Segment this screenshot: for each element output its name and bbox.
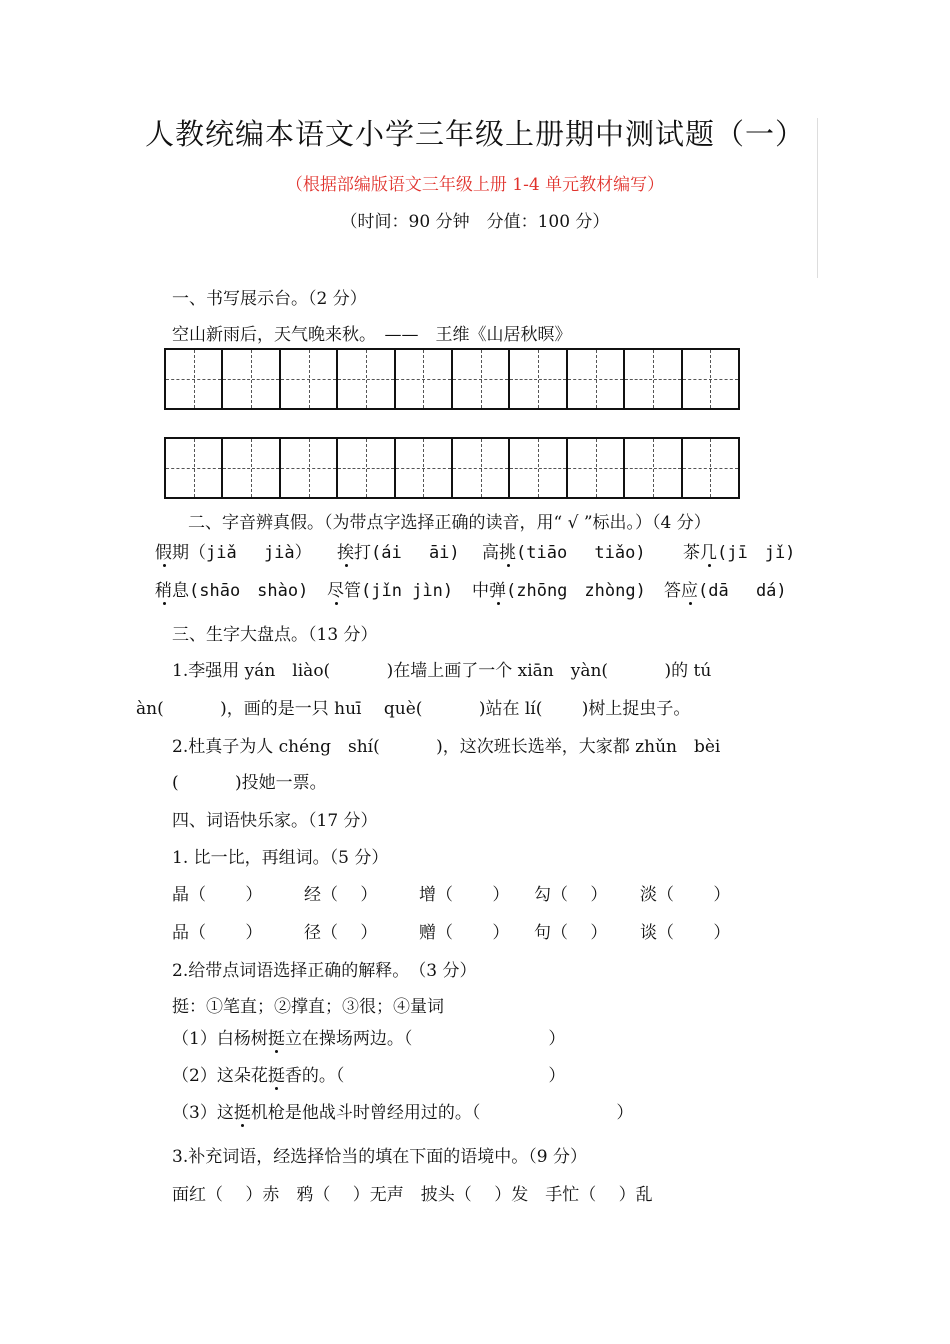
section1-heading: 一、书写展示台。（2 分） bbox=[172, 289, 367, 309]
fill-line[interactable]: 2.杜真子为人 chéng shí( )，这次班长选举，大家都 zhǔn bèi bbox=[172, 737, 721, 757]
section3-heading: 三、生字大盘点。（13 分） bbox=[172, 625, 378, 645]
meaning-item[interactable]: （1）白杨树挺立在操场两边。（ ） bbox=[172, 1024, 565, 1049]
question-2: 2.给带点词语选择正确的解释。 （3 分） bbox=[172, 961, 477, 981]
fill-line[interactable]: àn( )，画的是一只 huī què( )站在 lí( )树上捉虫子。 bbox=[136, 699, 691, 719]
page-title: 人教统编本语文小学三年级上册期中测试题（一） bbox=[144, 117, 805, 151]
pinyin-item[interactable]: 假期（jiǎ jià） bbox=[155, 538, 312, 563]
section2-heading: 二、字音辨真假。（为带点字选择正确的读音，用“ √ ”标出。）（4 分） bbox=[188, 513, 711, 533]
compare-item[interactable]: 晶（ ） bbox=[172, 885, 263, 905]
question-2-options: 挺：①笔直；②撑直；③很；④量词 bbox=[172, 997, 444, 1017]
compare-item[interactable]: 品（ ） bbox=[172, 923, 263, 943]
compare-item[interactable]: 经（ ） bbox=[304, 885, 378, 905]
compare-item[interactable]: 淡（ ） bbox=[640, 885, 731, 905]
pinyin-item[interactable]: 高挑(tiāo tiǎo) bbox=[482, 538, 646, 563]
compare-item[interactable]: 勾（ ） bbox=[534, 885, 608, 905]
time-score: （时间：90 分钟 分值：100 分） bbox=[340, 212, 610, 232]
section4-heading: 四、词语快乐家。（17 分） bbox=[172, 811, 378, 831]
compare-item[interactable]: 增（ ） bbox=[419, 885, 510, 905]
meaning-item[interactable]: （3）这挺机枪是他战斗时曾经用过的。（ ） bbox=[172, 1098, 633, 1123]
writing-grid-2[interactable] bbox=[164, 437, 740, 499]
pinyin-item[interactable]: 挨打(ái āi) bbox=[337, 538, 460, 563]
question-3: 3.补充词语，经选择恰当的填在下面的语境中。（9 分） bbox=[172, 1147, 587, 1167]
fill-line[interactable]: ( )投她一票。 bbox=[172, 773, 327, 793]
poem-line: 空山新雨后，天气晚来秋。 —— 王维《山居秋暝》 bbox=[172, 325, 572, 345]
fill-line[interactable]: 1.李强用 yán liào( )在墙上画了一个 xiān yàn( )的 tú bbox=[172, 661, 712, 681]
compare-item[interactable]: 赠（ ） bbox=[419, 923, 510, 943]
pinyin-item[interactable]: 稍息(shāo shào) bbox=[155, 576, 308, 601]
pinyin-item[interactable]: 答应(dā dá) bbox=[664, 576, 787, 601]
compare-item[interactable]: 径（ ） bbox=[304, 923, 378, 943]
pinyin-item[interactable]: 中弹(zhōng zhòng) bbox=[472, 576, 646, 601]
margin-line bbox=[817, 118, 818, 278]
idiom-fill-line[interactable]: 面红（ ）赤 鸦（ ）无声 披头（ ）发 手忙（ ）乱 bbox=[172, 1185, 653, 1205]
compare-item[interactable]: 句（ ） bbox=[534, 923, 608, 943]
writing-grid-1[interactable] bbox=[164, 348, 740, 410]
page-subtitle: （根据部编版语文三年级上册 1-4 单元教材编写） bbox=[285, 175, 665, 195]
question-1: 1. 比一比，再组词。（5 分） bbox=[172, 848, 389, 868]
pinyin-item[interactable]: 尽管(jǐn jìn) bbox=[327, 576, 453, 601]
meaning-item[interactable]: （2）这朵花挺香的。（ ） bbox=[172, 1061, 565, 1086]
pinyin-item[interactable]: 茶几(jī jǐ) bbox=[683, 538, 795, 563]
compare-item[interactable]: 谈（ ） bbox=[640, 923, 731, 943]
